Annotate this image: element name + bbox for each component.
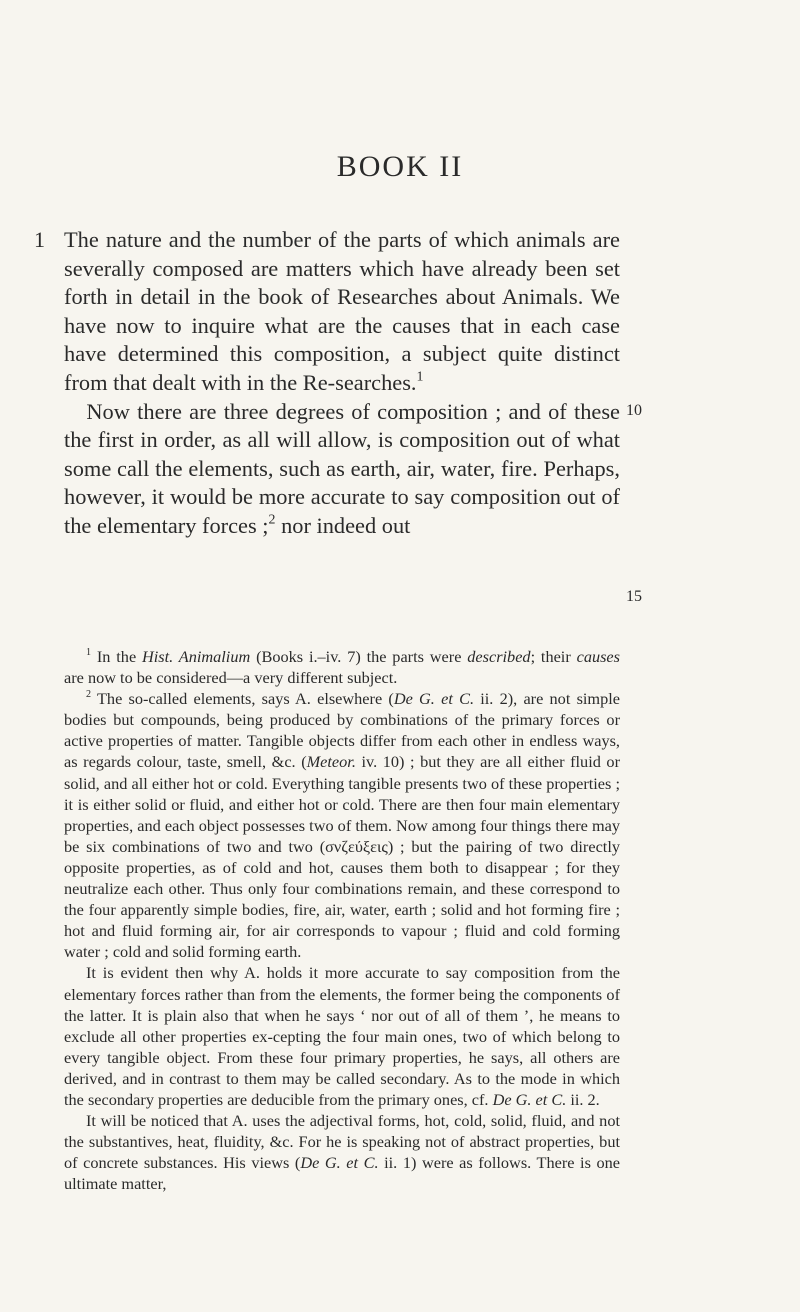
footnote-1: $^1$ In the Hist. Animalium (Books i.–iv. 7) the parts were described; their causes are now to be considered—a very different subject. xyxy=(64,646,620,688)
line-number-10: 10 xyxy=(626,402,642,419)
section-number: 1 xyxy=(34,227,45,252)
line-number-15: 15 xyxy=(626,588,642,605)
footnote-ref-2[interactable]: 2 xyxy=(268,512,276,528)
paragraph-1: The nature and the number of the parts of which animals are severally composed are matters which have already been set forth in detail in the book of Researches about Animals. We have now to inquire what are the causes that in each case have determined this composition, a subject quite distinct from that dealt with in the Re-searches.$^1$ xyxy=(64,227,620,395)
footnotes xyxy=(64,646,620,1194)
paragraph-2: Now there are three degrees of composition ; and of these the first in order, as all will allow, is composition out of what some call the elements, such as earth, air, water, fire. Perhaps, however, it would be more accurate to say composition out of the elementary forces ;$^2$ nor indeed out xyxy=(64,398,620,538)
page-title: BOOK II xyxy=(336,150,464,183)
footnote-2-continued: It is evident then why A. holds it more accurate to say composition from the elementary forces rather than from the elements, the former being the components of the latter. It is plain also that when he says ‘ nor out of all of them ’, he means to exclude all other properties ex-cepting the four main ones, two of which belong to every tangible object. From these four primary properties, he says, all others are derived, and in contrast to them may be called secondary. As to the mode in which the secondary properties are deducible from the primary ones, cf. De G. et C. ii. 2. xyxy=(64,963,620,1109)
footnote-2-continued-b: It will be noticed that A. uses the adjectival forms, hot, cold, solid, fluid, and not the substantives, heat, fluidity, &c. For he is speaking not of abstract properties, but of concrete substances. His views (De G. et C. ii. 1) were as follows. There is one ultimate matter, xyxy=(64,1111,620,1194)
footnote-2: $^2$ The so-called elements, says A. elsewhere (De G. et C. ii. 2), are not simple bodies but compounds, being produced by combinations of the primary forces or active properties of matter. Tangible objects differ from each other in endless ways, as regards colour, taste, smell, &c. (Meteor. iv. 10) ; but they are all either fluid or solid, and all either hot or cold. Everything tangible presents two of these properties ; it is either solid or fluid, and either hot or cold. There are then four main elementary properties, and each object possesses two of them. Now among four things there may be six combinations of two and two (σνζεύξεις) ; but the pairing of two directly opposite properties, as of cold and hot, causes them both to disappear ; for they neutralize each other. Thus only four combinations remain, and these correspond to the four apparently simple bodies, fire, air, water, earth ; solid and hot forming fire ; hot and fluid forming air, for air corresponds to vapour ; fluid and cold forming water ; cold and solid forming earth. xyxy=(64,689,620,962)
main-text xyxy=(64,226,620,541)
footnote-ref-1[interactable]: 1 xyxy=(416,369,424,385)
